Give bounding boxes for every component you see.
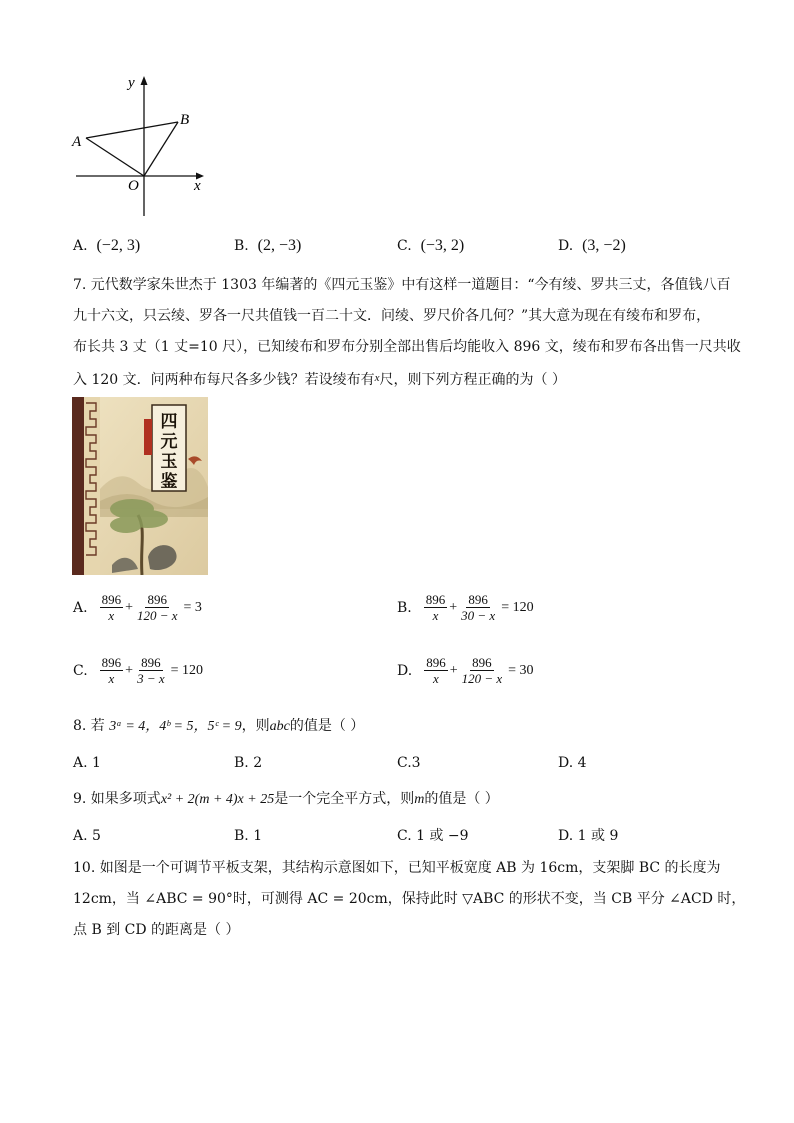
point-a-label: A <box>72 134 82 150</box>
svg-text:元: 元 <box>160 432 178 452</box>
q8-option-c[interactable]: C.3 <box>397 755 421 771</box>
q8-option-b[interactable]: B. 2 <box>234 755 263 771</box>
q9-option-d[interactable]: D. 1 或 9 <box>558 828 619 844</box>
q8-option-a[interactable]: A. 1 <box>73 755 101 771</box>
q7-line-1: 7. 元代数学家朱世杰于 1303 年编著的《四元玉鉴》中有这样一道题目：“今有绫、罗共三丈，各值钱八百 <box>73 277 731 293</box>
segment-ob <box>144 122 178 176</box>
q9-option-b[interactable]: B. 1 <box>234 828 263 844</box>
q9-option-c[interactable]: C. 1 或 −9 <box>397 828 469 844</box>
q7-line-4: 入 120 文．问两种布每尺各多少钱？若设绫布有$^x$尺，则下列方程正确的为（ ） <box>73 372 566 388</box>
q7-line-2: 九十六文，只云绫、罗各一尺共值钱一百二十文．问绫、罗尺价各几何？”其大意为现在有绫布和罗布， <box>73 308 711 324</box>
q10-stem <box>73 853 763 946</box>
q10-line-1: 10. 如图是一个可调节平板支架，其结构示意图如下，已知平板宽度 AB 为 16cm，支架脚 BC 的长度为 <box>73 860 721 876</box>
q6-option-b[interactable]: B. (2, −3) <box>234 237 302 254</box>
q10-line-2: 12cm，当 ∠ABC = 90°时，可测得 AC = 20cm，保持此时 ▽ABC 的形状不变，当 CB 平分 ∠ACD 时， <box>73 891 746 907</box>
q10-line-3: 点 B 到 CD 的距离是（ ） <box>73 922 240 938</box>
y-axis-label: y <box>128 75 135 91</box>
q6-option-a[interactable]: A. (−2, 3) <box>73 237 141 254</box>
q6-option-c[interactable]: C. (−3, 2) <box>397 237 465 254</box>
point-b-label: B <box>180 112 190 128</box>
x-axis-label: x <box>194 178 201 194</box>
q8-option-d[interactable]: D. 4 <box>558 755 587 771</box>
book-cover-image <box>72 397 208 575</box>
q7-option-c[interactable]: C. $\frac{896}{x}$ + $\frac{896}{3 - x}$ = 120 <box>73 655 204 686</box>
q6-option-d[interactable]: D. (3, −2) <box>558 237 626 254</box>
coordinate-figure <box>70 70 220 220</box>
origin-label: O <box>128 178 139 194</box>
q9-option-a[interactable]: A. 5 <box>73 828 101 844</box>
svg-text:鉴: 鉴 <box>160 472 178 492</box>
q7-option-a[interactable]: A. $\frac{896}{x}$ + $\frac{896}{120 - x}$ = 3 <box>73 592 202 623</box>
book-title: 四 <box>160 412 178 432</box>
segment-oa <box>86 138 144 176</box>
q8-stem: 8. 若 3ᵃ = 4，4ᵇ = 5，5ᶜ = 9，则abc的值是（ ） <box>73 718 365 734</box>
q7-option-b[interactable]: B. $\frac{896}{x}$ + $\frac{896}{30 - x}$ = 120 <box>397 592 534 623</box>
y-axis-arrow <box>141 76 148 85</box>
q7-option-d[interactable]: D. $\frac{896}{x}$ + $\frac{896}{120 - x}$ = 30 <box>397 655 534 686</box>
q9-stem: 9. 如果多项式x² + 2(m + 4)x + 25是一个完全平方式，则m的值是（ ） <box>73 791 499 807</box>
q7-line-3: 布长共 3 丈（1 丈=10 尺），已知绫布和罗布分别全部出售后均能收入 896 文，绫布和罗布各出售一尺共收 <box>73 339 741 355</box>
segment-ab <box>86 122 178 138</box>
q7-stem <box>73 270 753 396</box>
svg-text:玉: 玉 <box>160 452 178 472</box>
